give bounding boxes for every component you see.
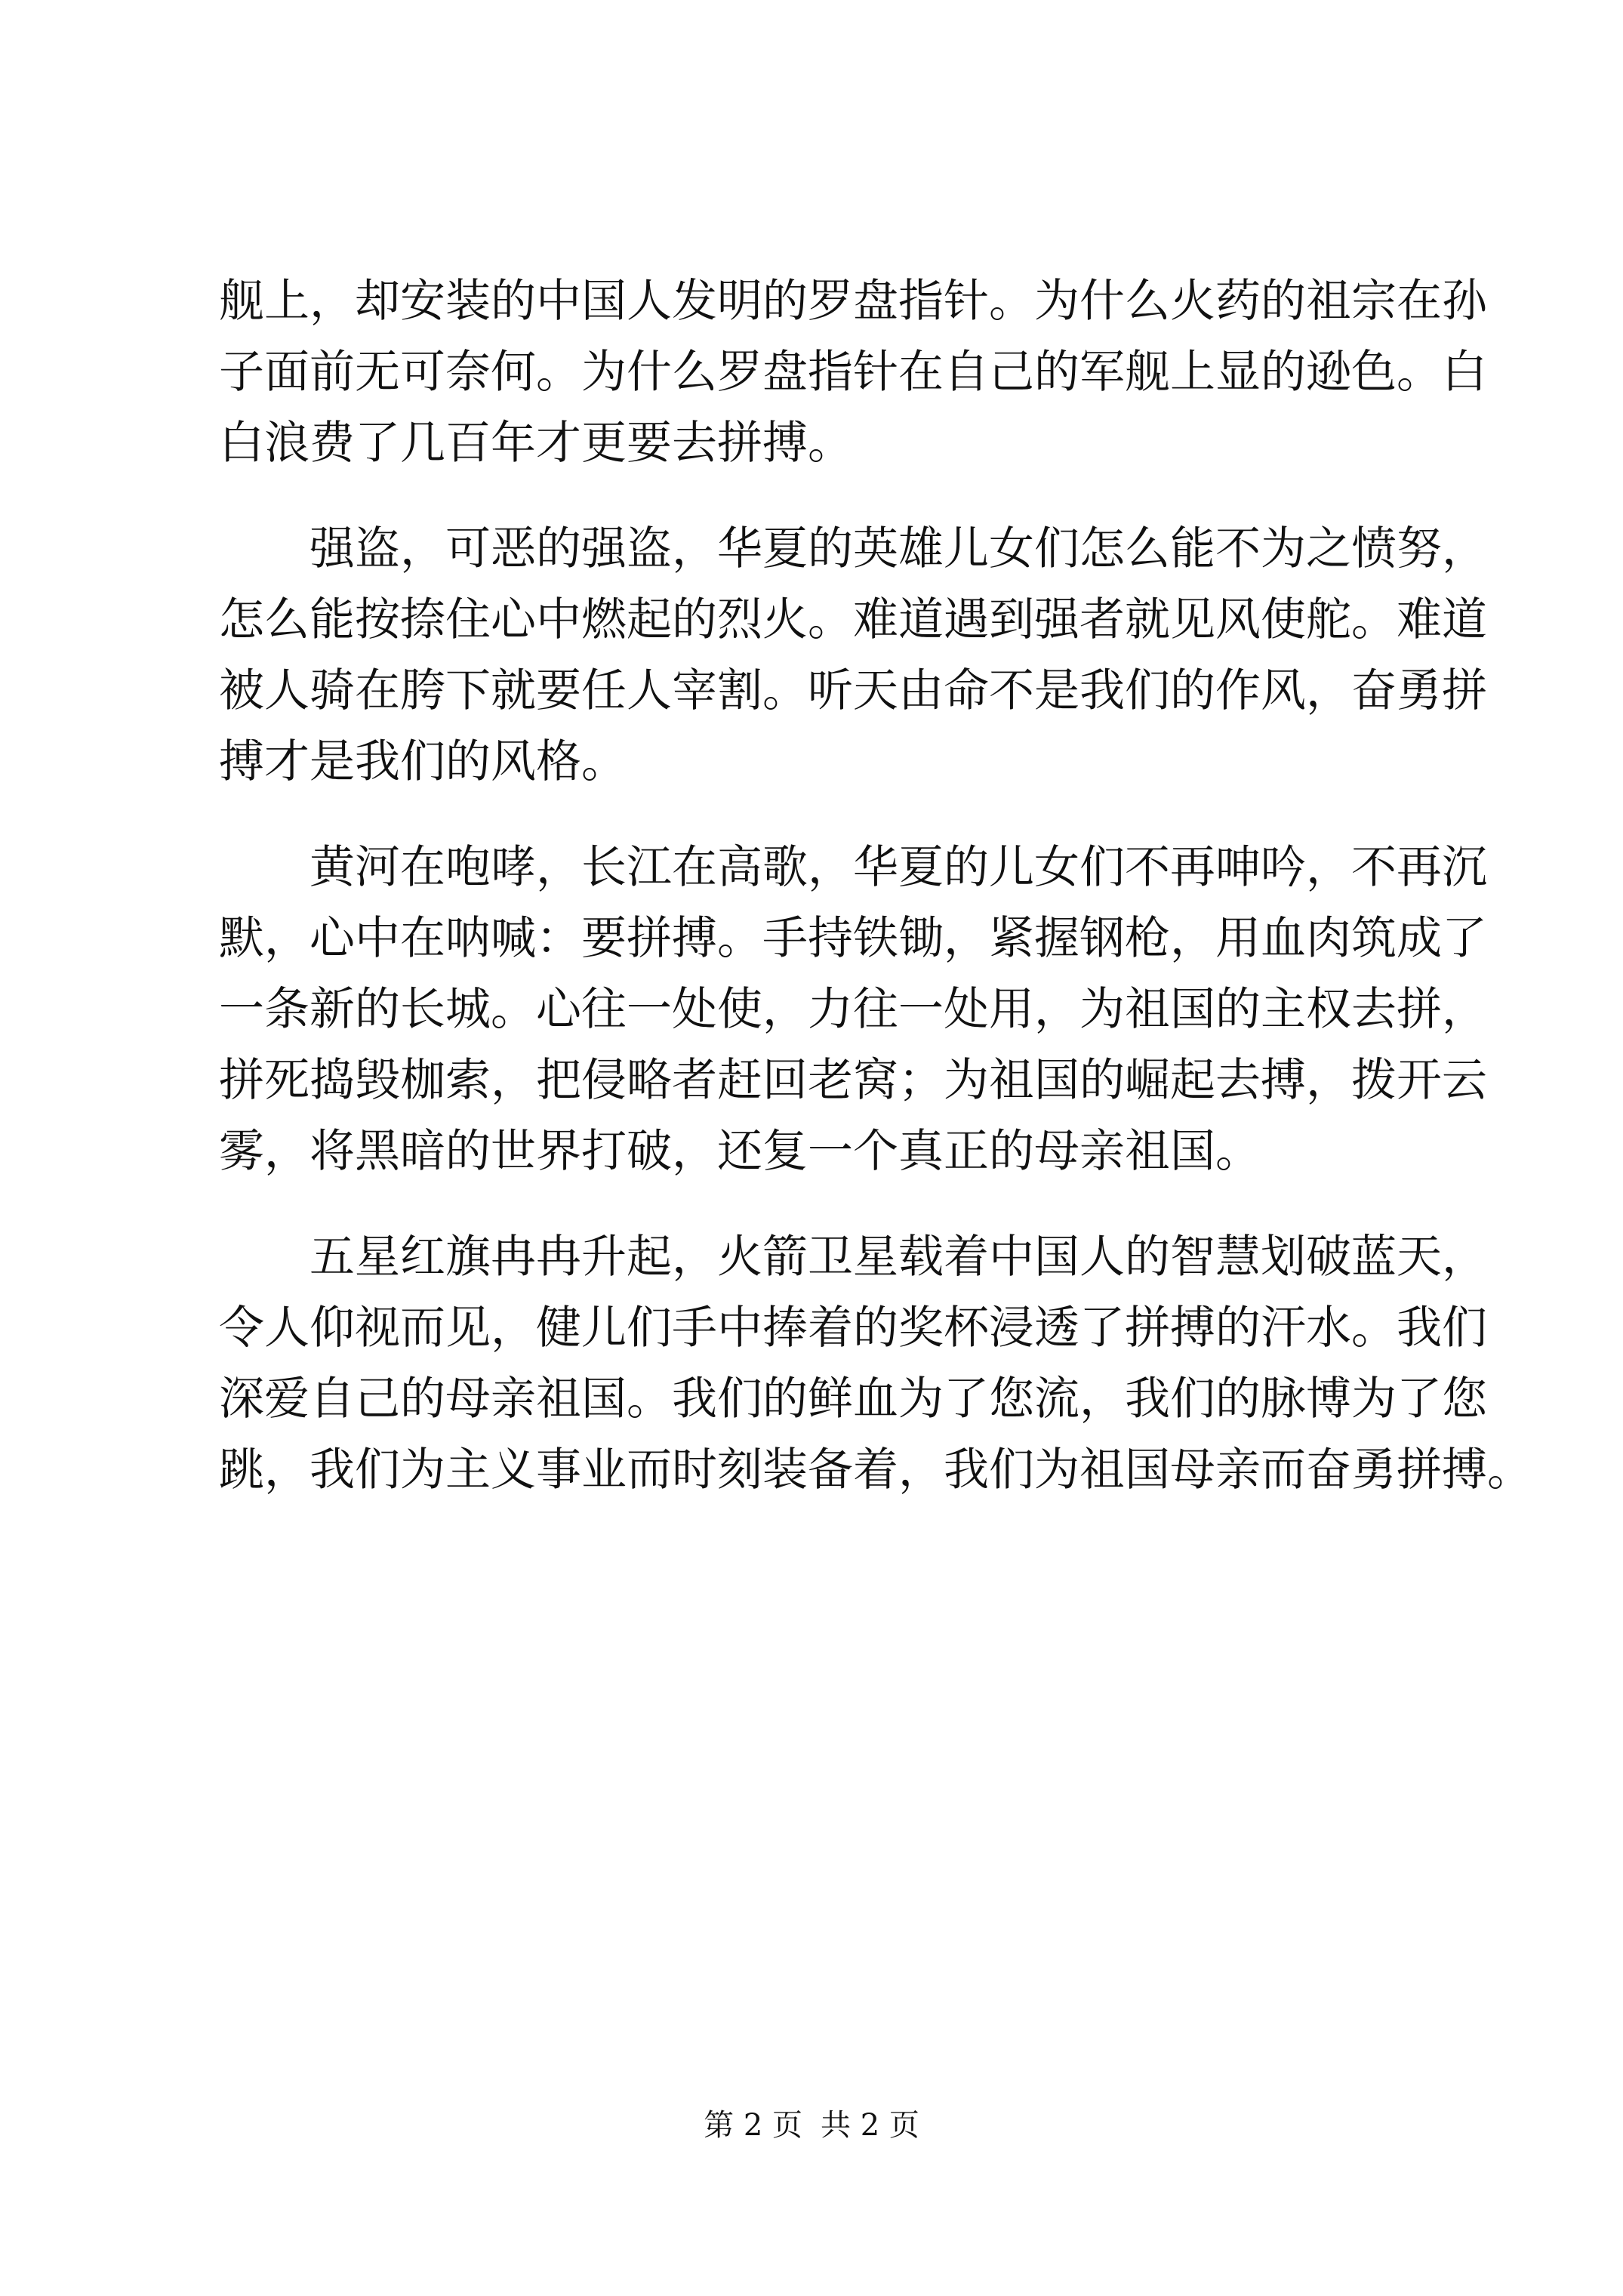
paragraph-line: 令人仰视而见，健儿们手中捧着的奖杯浸透了拼搏的汗水。我们 xyxy=(219,1302,1487,1354)
paragraph-line: 强盗，可恶的强盗，华夏的英雄儿女们怎么能不为之愤努， xyxy=(310,522,1487,575)
paragraph-gap xyxy=(219,479,1412,513)
page-number: 第 2 页 xyxy=(704,2108,802,2143)
paragraph-line: 舰上，却安装的中国人发明的罗盘指针。为什么火药的祖宗在孙 xyxy=(219,275,1487,328)
paragraph-4 xyxy=(219,1222,1532,1505)
paragraph-line: 被人骑在胯下就要任人宰割。听天由命不是我们的作风，奋勇拼 xyxy=(219,664,1487,717)
document-body xyxy=(219,266,1532,1505)
paragraph-line: 子面前无可奈何。为什么罗盘指针在自己的军舰上显的逊色。白 xyxy=(219,346,1487,399)
page-footer xyxy=(0,2106,1623,2144)
paragraph-line: 五星红旗冉冉升起，火箭卫星载着中国人的智慧划破蓝天， xyxy=(310,1231,1487,1284)
paragraph-line: 拼死捣毁枷索，把侵略者赶回老窝；为祖国的崛起去搏，拨开云 xyxy=(219,1054,1487,1107)
paragraph-3 xyxy=(219,832,1487,1187)
paragraph-line: 搏才是我们的风格。 xyxy=(219,735,627,788)
paragraph-line: 默，心中在呐喊：要拼搏。手持铁锄，紧握钢枪，用血肉筑成了 xyxy=(219,912,1487,965)
paragraph-line: 黄河在咆哮，长江在高歌，华夏的儿女们不再呻吟，不再沉 xyxy=(310,841,1487,894)
paragraph-line: 雾，将黑暗的世界打破，还复一个真正的母亲祖国。 xyxy=(219,1125,1261,1178)
paragraph-line: 跳，我们为主义事业而时刻装备着，我们为祖国母亲而奋勇拼搏。 xyxy=(219,1444,1532,1496)
paragraph-1 xyxy=(219,266,1487,479)
paragraph-line: 一条新的长城。心往一处使，力往一处用，为祖国的主权去拼， xyxy=(219,983,1487,1036)
paragraph-line: 深爱自己的母亲祖国。我们的鲜血为了您流，我们的脉博为了您 xyxy=(219,1373,1487,1425)
page-total: 共 2 页 xyxy=(821,2108,919,2143)
paragraph-gap xyxy=(219,797,1412,832)
paragraph-gap xyxy=(219,1187,1412,1222)
paragraph-line: 白浪费了几百年才更要去拼搏。 xyxy=(219,417,853,470)
paragraph-2 xyxy=(219,513,1487,797)
paragraph-line: 怎么能按捺住心中燃起的烈火。难道遇到强者就见风使舵。难道 xyxy=(219,593,1487,646)
